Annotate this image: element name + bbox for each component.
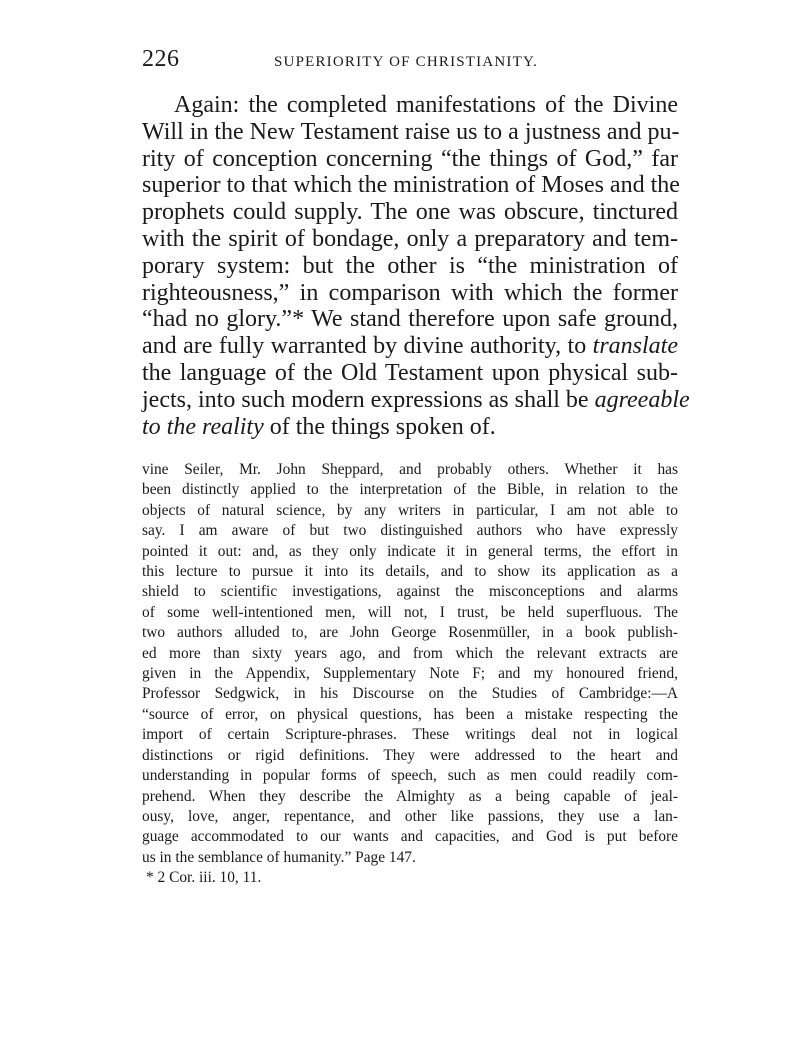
footnote-line: vine Seiler, Mr. John Sheppard, and probably others. Whether it has [142,461,678,478]
main-text-fragment: and are fully warranted by divine authority, to [142,333,593,360]
main-paragraph [142,92,690,440]
main-text-line: righteousness,” in comparison with which the former [142,279,678,306]
main-text-line-with-italic [142,333,678,360]
italic-to-the-reality: to the reality [142,413,264,440]
main-text-line: “had no glory.”* We stand therefore upon safe ground, [142,306,678,333]
main-text-line: Will in the New Testament raise us to a justness and pu- [142,118,680,145]
footnote-line: ousy, love, anger, repentance, and other like passions, they use a lan- [142,807,678,825]
italic-agreeable: agreeable [594,386,690,413]
footnote-line: Professor Sedgwick, in his Discourse on the Studies of Cambridge:—A [142,685,678,703]
main-text-line-with-italic [142,414,678,441]
footnote-line: say. I am aware of but two distinguished authors who have expressly [142,522,678,540]
italic-translate: translate [592,333,678,360]
footnote-line: ed more than sixty years ago, and from which the relevant extracts are [142,644,678,662]
running-header [142,46,682,78]
main-text-line: prophets could supply. The one was obscure, tinctured [142,199,678,226]
main-text-line-with-italic [142,386,690,414]
footnote-line: of some well-intentioned men, will not, I trust, be held superfluous. The [142,603,678,621]
footnote-line: objects of natural science, by any writers in particular, I am not able to [142,501,678,519]
footnote-block [142,460,678,889]
main-text-fragment: jects, into such modern expressions as shall be [142,386,595,413]
footnote-line: distinctions or rigid definitions. They were addressed to the heart and [142,746,678,764]
footnote-line: “source of error, on physical questions, has been a mistake respecting the [142,705,678,723]
footnote-reference: * 2 Cor. iii. 10, 11. [146,869,262,887]
running-title: SUPERIORITY OF CHRISTIANITY. [274,54,539,70]
footnote-line: been distinctly applied to the interpretation of the Bible, in relation to the [142,481,678,499]
footnote-line: understanding in popular forms of speech, such as men could readily com- [142,767,678,785]
footnote-line: two authors alluded to, are John George Rosenmüller, in a book publish- [142,624,678,642]
main-text-line: rity of conception concerning “the things of God,” far [142,145,678,172]
footnote-line: pointed it out: and, as they only indicate it in general terms, the effort in [142,542,678,560]
footnote-line: import of certain Scripture-phrases. These writings deal not in logical [142,726,678,744]
main-text-fragment: of the things spoken of. [263,413,496,440]
main-text-line: the language of the Old Testament upon physical sub- [142,359,678,386]
page-number: 226 [142,46,180,72]
footnote-line: shield to scientific investigations, against the misconceptions and alarms [142,583,678,601]
footnote-line: us in the semblance of humanity.” Page 147. [142,848,416,866]
main-text-line: porary system: but the other is “the ministration of [142,252,678,279]
footnote-line: guage accommodated to our wants and capacities, and God is put before [142,828,678,846]
main-text-line: Again: the completed manifestations of the Divine [174,92,678,118]
footnote-line: this lecture to pursue it into its details, and to show its application as a [142,563,678,581]
footnote-line: given in the Appendix, Supplementary Note F; and my honoured friend, [142,665,678,683]
footnote-line: prehend. When they describe the Almighty as a being capable of jeal- [142,787,678,805]
main-text-line: with the spirit of bondage, only a preparatory and tem- [142,225,678,252]
main-text-line: superior to that which the ministration of Moses and the [142,172,680,199]
